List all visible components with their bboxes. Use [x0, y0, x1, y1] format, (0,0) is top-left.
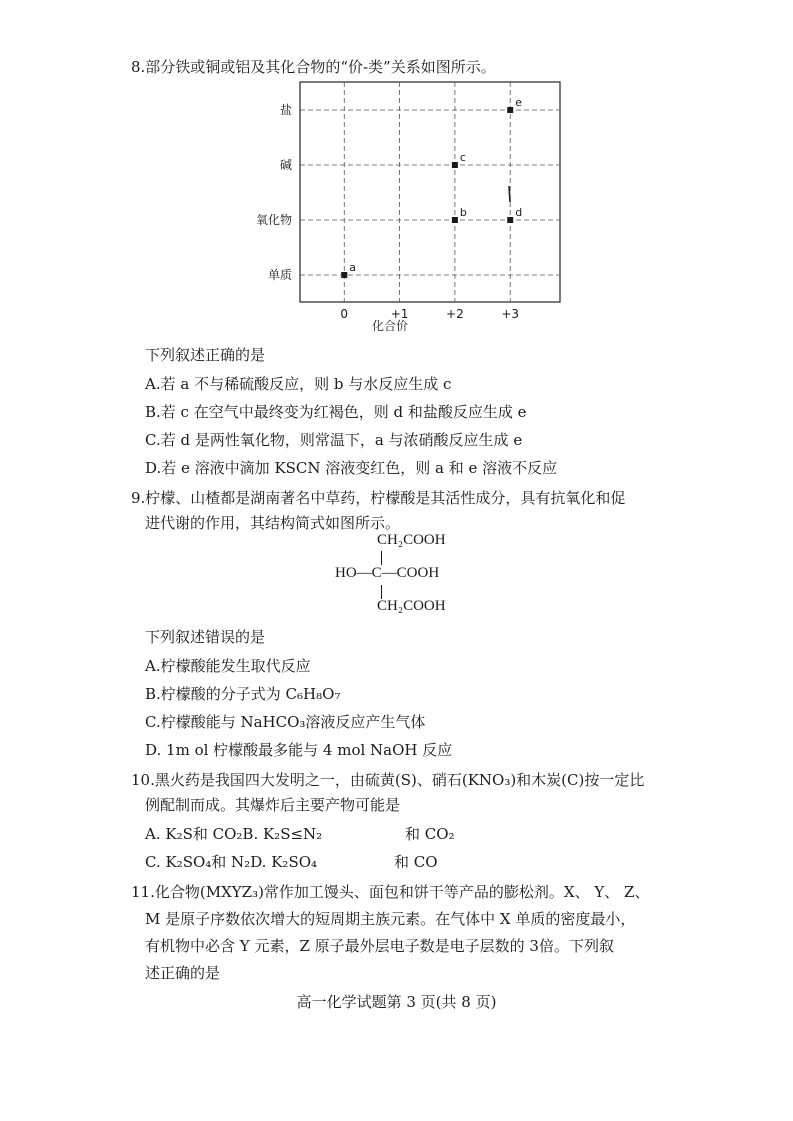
point-label-d: d — [515, 206, 523, 219]
chart-x-axis-labels — [340, 307, 519, 321]
q11-stem-line2: M 是原子序数依次增大的短周期主族元素。在气体中 X 单质的密度最小， — [145, 910, 636, 928]
q9-option-b: B.柠檬酸的分子式为 C₆H₈O₇ — [145, 685, 341, 703]
q10-option-cd-tail: 和 CO — [394, 853, 438, 871]
point-label-a: a — [349, 261, 357, 274]
q10-option-ab-tail: 和 CO₂ — [405, 825, 455, 843]
chart-grid-horizontal — [300, 110, 560, 275]
q10-stem-line2: 例配制而成。其爆炸后主要产物可能是 — [145, 796, 401, 814]
x-tick-label: +3 — [501, 307, 520, 321]
formula-bond-bottom — [381, 585, 382, 599]
valence-class-chart — [245, 80, 575, 336]
q8-option-c: C.若 d 是两性氧化物，则常温下，a 与浓硝酸反应生成 e — [145, 431, 523, 449]
formula-bond-top — [381, 551, 382, 565]
chart-points — [341, 96, 522, 278]
chart-annotation-mark — [509, 186, 510, 202]
x-tick-label: +1 — [390, 307, 409, 321]
q9-stem-line2: 进代谢的作用，其结构简式如图所示。 — [145, 514, 401, 532]
point-label-c: c — [459, 151, 466, 164]
q10-option-cd: C. K₂SO₄和 N₂D. K₂SO₄ — [145, 853, 318, 871]
q11-stem-line4: 述正确的是 — [145, 964, 221, 982]
chart-y-axis-labels — [256, 102, 292, 282]
page-footer: 高一化学试题第 3 页(共 8 页) — [296, 993, 497, 1011]
formula-middle: HO—C—COOH — [335, 565, 440, 581]
point-a — [341, 272, 347, 278]
y-tick-label: 氧化物 — [255, 213, 292, 227]
q10-stem-line1: 10.黑火药是我国四大发明之一，由硫黄(S)、硝石(KNO₃)和木炭(C)按一定比 — [131, 771, 645, 789]
q9-option-d: D. 1m ol 柠檬酸最多能与 4 mol NaOH 反应 — [145, 741, 453, 759]
q11-stem-line3: 有机物中必含 Y 元素，Z 原子最外层电子数是电子层数的 3倍。下列叙 — [145, 937, 614, 955]
q10-option-ab: A. K₂S和 CO₂B. K₂S≤N₂ — [145, 825, 323, 843]
chart-grid-vertical — [344, 82, 510, 302]
q9-prompt: 下列叙述错误的是 — [145, 628, 266, 646]
point-d — [507, 217, 513, 223]
citric-acid-structure — [330, 532, 470, 622]
q9-option-c: C.柠檬酸能与 NaHCO₃溶液反应产生气体 — [145, 713, 426, 731]
point-label-b: b — [459, 206, 467, 219]
chart-x-title: 化合价 — [371, 319, 409, 333]
point-label-e: e — [515, 96, 522, 109]
point-c — [452, 162, 458, 168]
y-tick-label: 单质 — [267, 268, 292, 282]
formula-bottom-group: CH₂COOH — [377, 598, 446, 614]
formula-top-group: CH₂COOH — [377, 532, 446, 548]
y-tick-label: 碱 — [279, 158, 292, 172]
point-b — [452, 217, 458, 223]
x-tick-label: +2 — [446, 307, 464, 321]
point-e — [507, 107, 513, 113]
y-tick-label: 盐 — [279, 103, 292, 117]
q9-stem-line1: 9.柠檬、山楂都是湖南著名中草药，柠檬酸是其活性成分，具有抗氧化和促 — [131, 489, 626, 507]
q8-option-b: B.若 c 在空气中最终变为红褐色，则 d 和盐酸反应生成 e — [145, 403, 527, 421]
q11-stem-line1: 11.化合物(MXYZ₃)常作加工馒头、面包和饼干等产品的膨松剂。X、 Y、 Z、 — [131, 883, 650, 901]
q8-option-a: A.若 a 不与稀硫酸反应，则 b 与水反应生成 c — [145, 375, 452, 393]
q9-option-a: A.柠檬酸能发生取代反应 — [145, 657, 311, 675]
chart-frame — [300, 82, 560, 302]
q8-prompt: 下列叙述正确的是 — [145, 346, 266, 364]
q8-option-d: D.若 e 溶液中滴加 KSCN 溶液变红色，则 a 和 e 溶液不反应 — [145, 459, 558, 477]
x-tick-label: 0 — [340, 307, 349, 321]
q8-stem: 8.部分铁或铜或铝及其化合物的“价-类”关系如图所示。 — [131, 58, 496, 76]
